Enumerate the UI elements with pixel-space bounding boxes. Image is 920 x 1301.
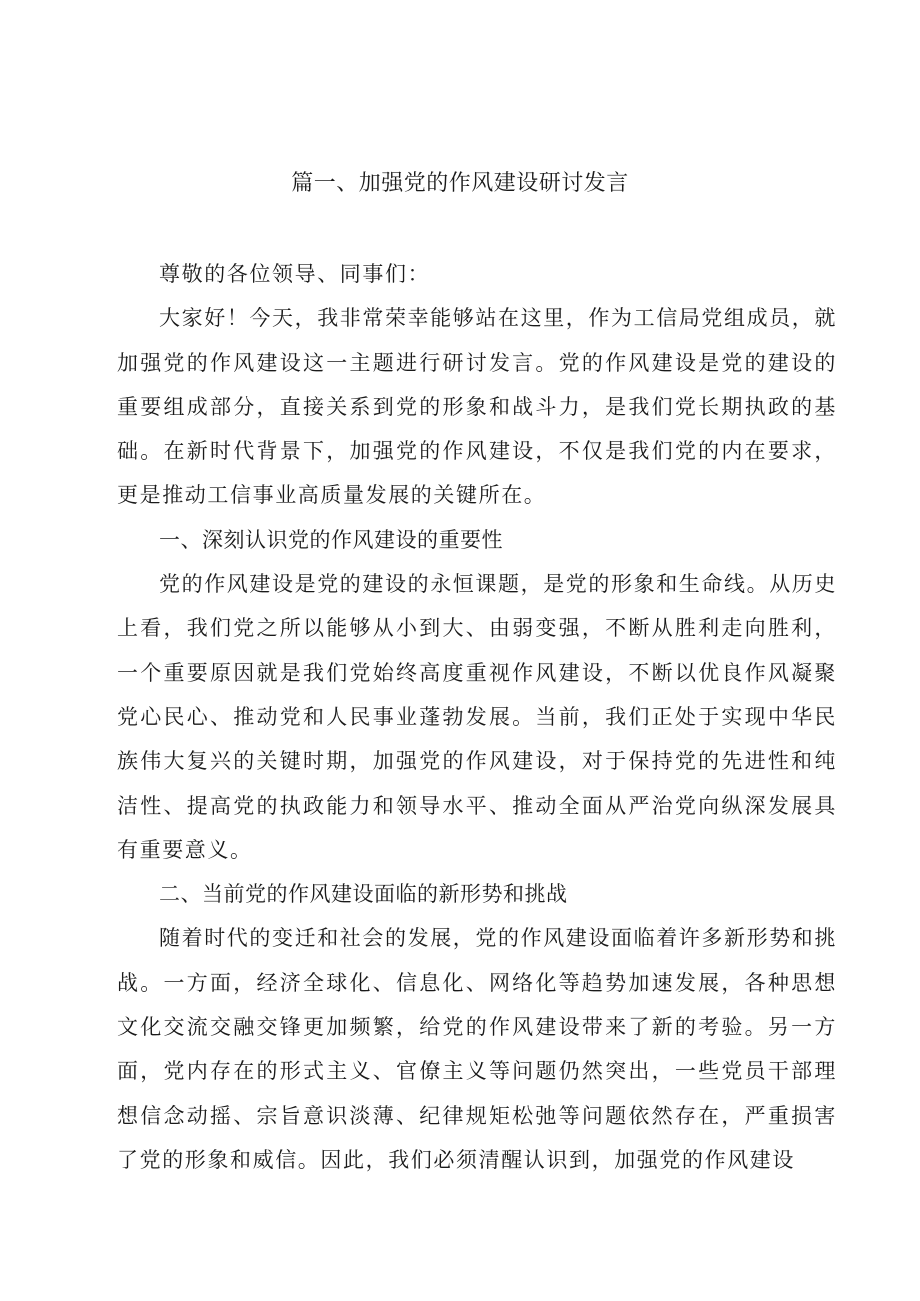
section1-paragraph: 党的作风建设是党的建设的永恒课题，是党的形象和生命线。从历史上看，我们党之所以能够从小到大、由弱变强，不断从胜利走向胜利，一个重要原因就是我们党始终高度重视作风建设，不断以优良作风凝聚党心民心、推动党和人民事业蓬勃发展。当前，我们正处于实现中华民族伟大复兴的关键时期，加强党的作风建设，对于保持党的先进性和纯洁性、提高党的执政能力和领导水平、推动全面从严治党向纵深发展具有重要意义。 [117,572,837,862]
document-body [117,252,837,1182]
salutation-paragraph: 尊敬的各位领导、同事们： [159,262,431,286]
intro-paragraph: 大家好！今天，我非常荣幸能够站在这里，作为工信局党组成员，就加强党的作风建设这一主题进行研讨发言。党的作风建设是党的建设的重要组成部分，直接关系到党的形象和战斗力，是我们党长期执政的基础。在新时代背景下，加强党的作风建设，不仅是我们党的内在要求，更是推动工信事业高质量发展的关键所在。 [117,306,837,508]
section2-paragraph: 随着时代的变迁和社会的发展，党的作风建设面临着许多新形势和挑战。一方面，经济全球化、信息化、网络化等趋势加速发展，各种思想文化交流交融交锋更加频繁，给党的作风建设带来了新的考验。另一方面，党内存在的形式主义、官僚主义等问题仍然突出，一些党员干部理想信念动摇、宗旨意识淡薄、纪律规矩松弛等问题依然存在，严重损害了党的形象和威信。因此，我们必须清醒认识到，加强党的作风建设 [117,926,837,1172]
section-heading-2: 二、当前党的作风建设面临的新形势和挑战 [159,882,568,907]
document-title: 篇一、加强党的作风建设研讨发言 [291,171,629,196]
section-heading-1: 一、深刻认识党的作风建设的重要性 [159,527,503,552]
